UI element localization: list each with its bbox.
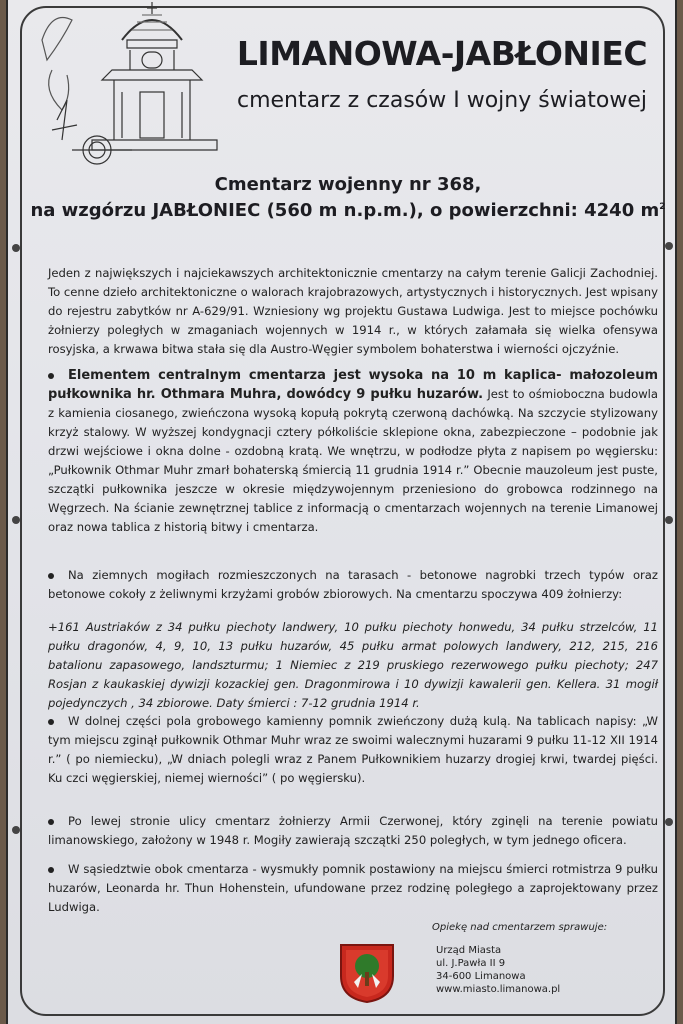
sign-title: LIMANOWA-JABŁONIEC — [236, 34, 648, 73]
care-label: Opiekę nad cmentarzem sprawuje: — [432, 922, 608, 933]
bolt — [665, 818, 673, 826]
intro-paragraph: Jeden z największych i najciekawszych architektonicznie cmentarzy na całym terenie Galicji Zachodniej. To cenne dzieło architektoniczne o walorach krajobrazowych, artystycznych i historycznych. Jest wpisany do rejestru zabytków nr A-629/91. Wzniesiony wg projektu Gustawa Ludwiga. Jest to miejsce pochówku żołnierzy poległych w zmaganiach wojennych w 1914 r., w których załamała się wielka ofensywa rosyjska, a krwawa bitwa stała się dla Austro-Węgier symbolem bohaterstwa i wierności ojczyźnie. — [48, 266, 658, 356]
rotmistrz-monument-paragraph: W sąsiedztwie obok cmentarza - wysmukły pomnik postawiony na miejscu śmierci rotmistrza 9 pułku huzarów, Leonarda hr. Thun Hohenstein, ufundowane przez rodzinę poległego a zaprojektowany przez Ludwiga. — [48, 862, 658, 914]
bullet-icon — [48, 719, 54, 725]
bullet-icon — [48, 819, 54, 825]
cemetery-number-heading: Cmentarz wojenny nr 368, — [214, 174, 482, 195]
graves-paragraph: Na ziemnych mogiłach rozmieszczonych na tarasach - betonowe nagrobki trzech typów oraz betonowe cokoły z żeliwnymi krzyżami grobów zbiorowych. Na cmentarzu spoczywa 409 żołnierzy: — [48, 568, 658, 601]
bullet-icon — [48, 373, 54, 379]
bolt — [665, 242, 673, 250]
memorial-sign — [6, 0, 677, 1024]
bolt — [665, 516, 673, 524]
chapel-sketch-illustration — [32, 0, 222, 180]
chapel-paragraph: Elementem centralnym cmentarza jest wysoka na 10 m kaplica- małozoleum pułkownika hr. Othmara Muhra, dowódcy 9 pułku huzarów. Jest to ośmioboczna budowla z kamienia ciosanego, zwieńczona wysoką kopułą pokrytą czerwoną dachówką. Na szczycie stylizowany krzyż stalowy. W wyższej kondygnacji cztery półkoliście sklepione okna, zabezpieczone – podobnie jak drzwi wejściowe i okna dolne - ozdobną kratą. We wnętrzu, w podłodze płyta z napisem po węgiersku: „Pułkownik Othmar Muhr zmarł bohaterską śmiercią 11 grudnia 1914 r.” Obecnie mauzoleum jest puste, szczątki pułkownika jeszcze w okresie międzywojennym przeniesiono do grobowca rodzinnego na Węgrzech. Na ścianie zewnętrznej tablice z informacją o cmentarzach wojennych na terenie Limanowej oraz nowa tablica z historią bitwy i cmentarza. — [48, 368, 659, 534]
bullet-icon — [48, 573, 54, 579]
bullet-icon — [48, 867, 54, 873]
monument-paragraph: W dolnej części pola grobowego kamienny pomnik zwieńczony dużą kulą. Na tablicach napisy: „W tym miejscu zginął pułkownik Othmar Muhr wraz ze swoimi walecznymi huzarami 9 pułku 11-12 XII 1914 r.” ( po niemiecku), „W dniach polegli wraz z Panem Pułkownikiem huzarzy drogiej krwi, twardej pięści. Ku czci węgierskiej, niemej wierności” ( po węgiersku). — [48, 714, 658, 785]
bolt — [12, 244, 20, 252]
sign-subtitle: cmentarz z czasów I wojny światowej — [236, 88, 648, 113]
red-army-cemetery-paragraph: Po lewej stronie ulicy cmentarz żołnierzy Armii Czerwonej, który zginęli na terenie powiatu limanowskiego, założony w 1948 r. Mogiły zawierają szczątki 250 poległych, w tym jednego oficera. — [48, 814, 658, 847]
location-heading: na wzgórzu JABŁONIEC (560 m n.p.m.), o powierzchni: 4240 $m^2$ — [30, 200, 666, 221]
soldiers-list-paragraph: +161 Austriaków z 34 pułku piechoty landwery, 10 pułku piechoty honwedu, 34 pułku strzelców, 11 pułku dragonów, 4, 9, 10, 13 pułku huzarów, 45 pułku armat polowych landwery, 212, 215, 216 batalionu zapasowego, landszturmu; 1 Niemiec z 219 pruskiego rezerwowego pułku piechoty; 247 Rosjan z kaukaskiej dywizji kozackiej gen. Dragonmirowa i 10 dywizji kawalerii gen. Kellera. 31 mogił pojedynczych , 34 zbiorowe. Daty śmierci : 7-12 grudnia 1914 r. — [48, 620, 658, 710]
bolt — [12, 826, 20, 834]
bolt — [12, 516, 20, 524]
caretaker-address: Urząd Miasta ul. J.Pawła II 9 34-600 Limanowa www.miasto.limanowa.pl — [436, 945, 561, 995]
limanowa-coat-of-arms-icon — [338, 942, 396, 1004]
